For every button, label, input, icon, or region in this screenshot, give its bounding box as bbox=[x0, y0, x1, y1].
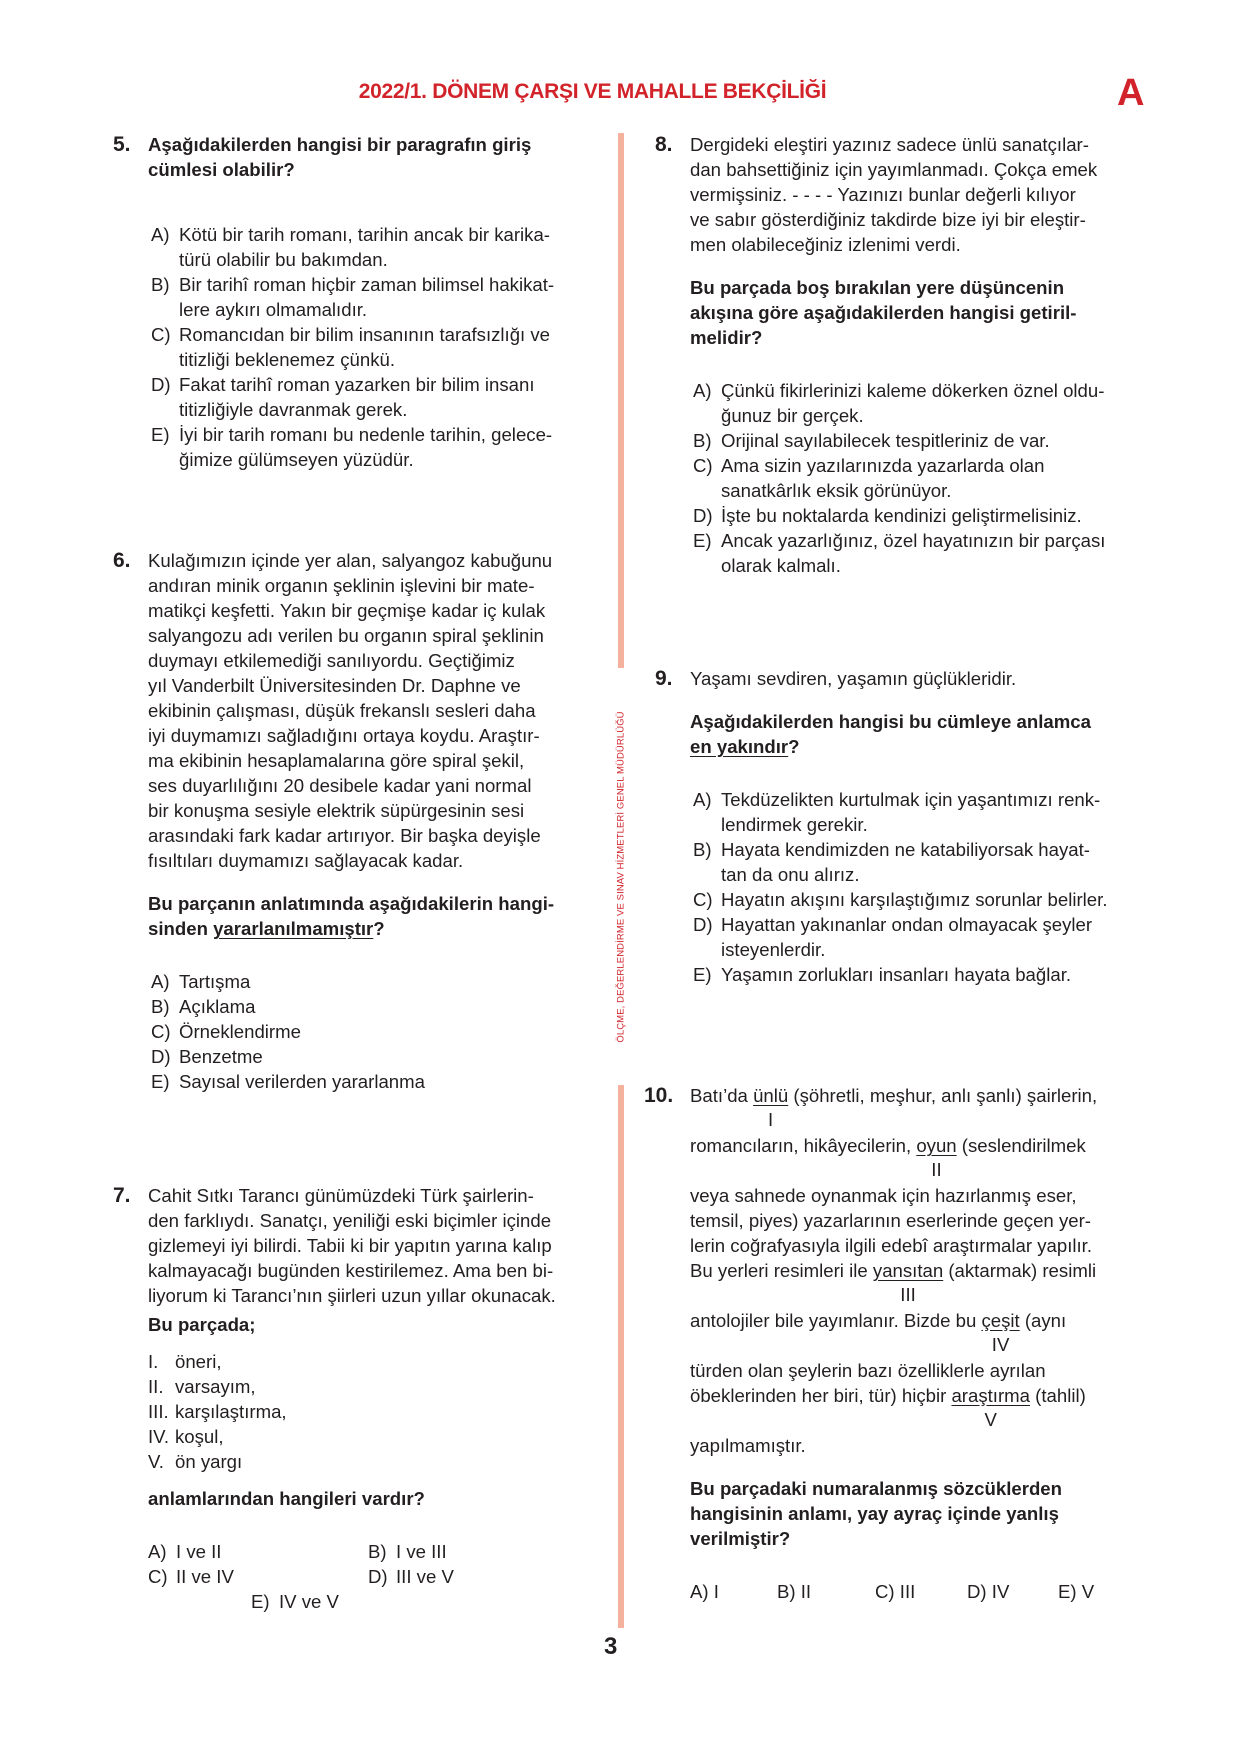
option-d[interactable]: D) Hayattan yakınanlar ondan olmayacak şeyler isteyenlerdir. bbox=[693, 914, 1093, 960]
option-d[interactable]: D) IV bbox=[967, 1581, 1010, 1602]
question-6 bbox=[113, 548, 608, 1094]
question-number: 5. bbox=[113, 133, 131, 156]
numbered-word-2: oyun II bbox=[916, 1135, 957, 1180]
question-10 bbox=[644, 1083, 1170, 1604]
question-passage: Kulağımızın içinde yer alan, salyangoz kabuğunu andıran minik organın şeklinin işlevini bir mate- matikçi keşfetti. Yakın bir geçmişe kadar iç kulak salyangozu adı verilen bu organın spiral şeklinin duymayı etkilemediği sanılıyordu. Geçtiğimiz yıl Vanderbilt Üniversitesinden Dr. Daphne ve ekibinin çalışması, düşük frekanslı sesleri daha iyi duymamızı sağladığını ortaya koydu. Araştır- ma ekibinin hesaplamalarına göre spiral şekil, ses duyarlılığını 20 desibele kadar yani normal bir konuşma sesiyle elektrik süpürgesinin sesi arasındaki fark kadar artırıyor. Bir başka deyişle fısıltıları duymamızı sağlayacak kadar. bbox=[148, 550, 553, 871]
options-list bbox=[148, 1539, 608, 1614]
question-7 bbox=[113, 1183, 608, 1614]
page-number: 3 bbox=[604, 1633, 618, 1660]
question-stem: Bu parçanın anlatımında aşağıdakilerin hangi- sinden yararlanılmamıştır? bbox=[148, 893, 555, 939]
booklet-letter: A bbox=[1117, 72, 1145, 114]
question-9 bbox=[655, 666, 1160, 987]
options-list bbox=[151, 969, 608, 1094]
numbered-word-5: araştırma V bbox=[951, 1385, 1030, 1430]
question-stem: Bu parçadaki numaralanmış sözcüklerden hangisinin anlamı, yay ayraç içinde yanlış verilmiştir? bbox=[690, 1478, 1063, 1549]
option-d[interactable]: D) Fakat tarihî roman yazarken bir bilim insanı titizliğiyle davranmak gerek. bbox=[151, 374, 535, 420]
question-stem: Bu parçada boş bırakılan yere düşüncenin akışına göre aşağıdakilerden hangisi getiril- melidir? bbox=[690, 277, 1077, 348]
roman-item: I. öneri, bbox=[148, 1351, 222, 1372]
option-e[interactable]: E) IV ve V bbox=[251, 1591, 339, 1612]
exam-title: 2022/1. DÖNEM ÇARŞI VE MAHALLE BEKÇİLİĞİ bbox=[358, 80, 827, 103]
option-b[interactable]: B) Bir tarihî roman hiçbir zaman bilimsel hakikat- lere aykırı olmamalıdır. bbox=[151, 274, 555, 320]
option-b[interactable]: B) Açıklama bbox=[151, 996, 256, 1017]
emphasis-underline: yararlanılmamıştır bbox=[213, 918, 374, 939]
option-b[interactable]: B) I ve III bbox=[368, 1541, 447, 1562]
question-number: 6. bbox=[113, 549, 131, 572]
roman-item: II. varsayım, bbox=[148, 1376, 256, 1397]
question-number: 10. bbox=[644, 1084, 674, 1107]
option-b[interactable]: B) Hayata kendimizden ne katabiliyorsak hayat- tan da onu alırız. bbox=[693, 839, 1090, 885]
option-e[interactable]: E) Ancak yazarlığınız, özel hayatınızın bir parçası olarak kalmalı. bbox=[693, 530, 1106, 576]
question-stem: Aşağıdakilerden hangisi bir paragrafın giriş cümlesi olabilir? bbox=[148, 134, 532, 180]
option-a[interactable]: A) Kötü bir tarih romanı, tarihin ancak bir karika- türü olabilir bu bakımdan. bbox=[151, 224, 550, 270]
question-5 bbox=[113, 132, 603, 472]
question-stem: anlamlarından hangileri vardır? bbox=[148, 1488, 425, 1509]
option-a[interactable]: A) Tekdüzelikten kurtulmak için yaşantımızı renk- lendirmek gerekir. bbox=[693, 789, 1101, 835]
question-number: 8. bbox=[655, 133, 673, 156]
column-divider-top bbox=[618, 133, 624, 668]
question-passage: Cahit Sıtkı Tarancı günümüzdeki Türk şairlerin- den farklıydı. Sanatçı, yeniliği eski biçimler içinde gizlemeyi iyi bilirdi. Tabii ki bir yapıtın yarına kalıp kalmayacağı bugünden kestirilemez. Ama ben bi- liyorum ki Tarancı’nın şiirleri uzun yıllar okunacak. bbox=[148, 1185, 556, 1306]
option-c[interactable]: C) Hayatın akışını karşılaştığımız sorunlar belirler. bbox=[693, 889, 1108, 910]
option-e[interactable]: E) V bbox=[1058, 1581, 1095, 1602]
option-e[interactable]: E) Yaşamın zorlukları insanları hayata bağlar. bbox=[693, 964, 1072, 985]
options-list bbox=[693, 378, 1160, 578]
option-e[interactable]: E) Sayısal verilerden yararlanma bbox=[151, 1071, 425, 1092]
question-number: 7. bbox=[113, 1184, 131, 1207]
option-a[interactable]: A) Tartışma bbox=[151, 971, 251, 992]
option-b[interactable]: B) Orijinal sayılabilecek tespitleriniz de var. bbox=[693, 430, 1050, 451]
option-a[interactable]: A) I bbox=[690, 1581, 719, 1602]
numbered-word-1: ünlü I bbox=[753, 1085, 789, 1130]
question-stem: Aşağıdakilerden hangisi bu cümleye anlamca en yakındır? bbox=[690, 711, 1091, 757]
numbered-word-3: yansıtan III bbox=[872, 1260, 944, 1305]
roman-item: V. ön yargı bbox=[148, 1451, 243, 1472]
options-list bbox=[693, 787, 1160, 987]
option-c[interactable]: C) II ve IV bbox=[148, 1566, 234, 1587]
question-passage: Batı’da ünlü I (şöhretli, meşhur, anlı şanlı) şairlerin, romancıların, hikâyecilerin, oyun II (seslendirilmek veya sahnede oynanmak için hazırlanmış eser, temsil, piyes) yazarlarının eserlerinde geçen yer- lerin coğrafyasıyla ilgili edebî araştırmalar yapılır. Bu yerleri resimleri ile yansıtan III (aktarmak) resimli antolojiler bile yayımlanır. Bizde bu çeşit IV (aynı türden olan şeylerin bazı özelliklerle ayrılan öbeklerinden her biri, tür) hiçbir araştırma V (tahlil) yapılmamıştır. bbox=[690, 1085, 1098, 1456]
option-c[interactable]: C) Romancıdan bir bilim insanının tarafsızlığı ve titizliği beklenemez çünkü. bbox=[151, 324, 551, 370]
option-c[interactable]: C) III bbox=[875, 1581, 916, 1602]
option-a[interactable]: A) I ve II bbox=[148, 1541, 222, 1562]
option-a[interactable]: A) Çünkü fikirlerinizi kaleme dökerken öznel oldu- ğunuz bir gerçek. bbox=[693, 380, 1105, 426]
question-sentence: Yaşamı sevdiren, yaşamın güçlükleridir. bbox=[690, 668, 1017, 689]
option-d[interactable]: D) İşte bu noktalarda kendinizi geliştirmelisiniz. bbox=[693, 505, 1082, 526]
options-list bbox=[690, 1579, 1170, 1604]
question-number: 9. bbox=[655, 667, 673, 690]
option-e[interactable]: E) İyi bir tarih romanı bu nedenle tarihin, gelece- ğimize gülümseyen yüzüdür. bbox=[151, 424, 553, 470]
option-b[interactable]: B) II bbox=[777, 1581, 812, 1602]
side-watermark: ÖLÇME, DEĞERLENDİRME VE SINAV HİZMETLERİ GENEL MÜDÜRLÜĞÜ bbox=[615, 711, 627, 1043]
option-d[interactable]: D) III ve V bbox=[368, 1566, 454, 1587]
option-c[interactable]: C) Ama sizin yazılarınızda yazarlarda olan sanatkârlık eksik görünüyor. bbox=[693, 455, 1045, 501]
roman-item: III. karşılaştırma, bbox=[148, 1401, 287, 1422]
numbered-word-4: çeşit IV bbox=[981, 1310, 1020, 1355]
emphasis-underline: en yakındır bbox=[690, 736, 789, 757]
column-divider-bottom bbox=[618, 1085, 624, 1628]
options-list bbox=[151, 222, 603, 472]
option-c[interactable]: C) Örneklendirme bbox=[151, 1021, 301, 1042]
question-passage: Dergideki eleştiri yazınız sadece ünlü sanatçılar- dan bahsettiğiniz için yayımlanmadı. Çokça emek vermişsiniz. - - - - Yazınızı bunlar değerli kılıyor ve sabır gösterdiğiniz takdirde bize iyi bir eleştir- men olabileceğiniz izlenimi verdi. bbox=[690, 134, 1098, 255]
roman-item: IV. koşul, bbox=[148, 1426, 224, 1447]
option-d[interactable]: D) Benzetme bbox=[151, 1046, 263, 1067]
question-8 bbox=[655, 132, 1160, 578]
question-lead: Bu parçada; bbox=[148, 1314, 256, 1335]
roman-list bbox=[148, 1349, 608, 1474]
